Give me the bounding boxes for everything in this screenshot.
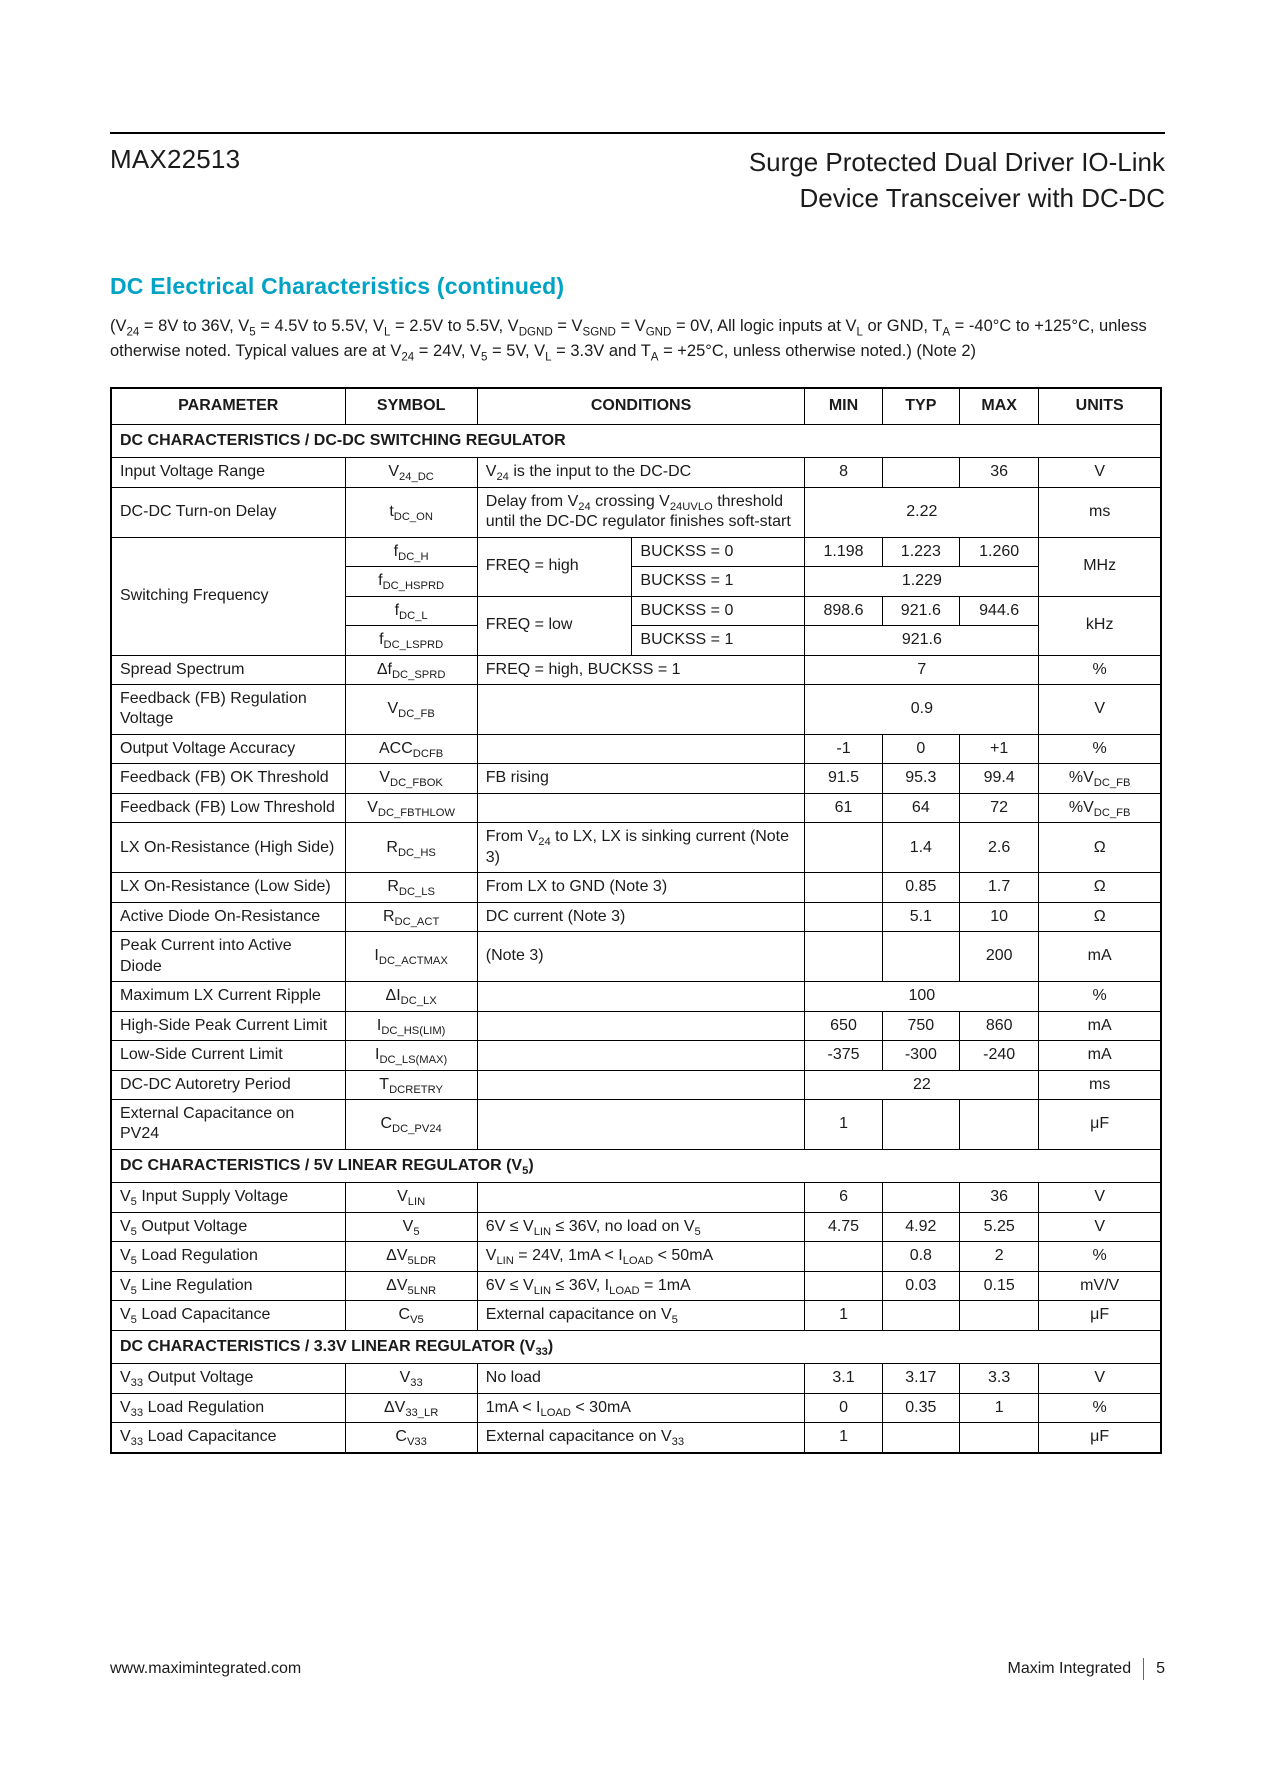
param-cell: $V_5$ Line Regulation — [111, 1271, 345, 1300]
row-maximum-lx-current-ripple — [111, 982, 1161, 1011]
typ-cell: 1.229 — [805, 567, 1039, 596]
typ-cell: 0.8 — [882, 1242, 959, 1271]
typ-cell: 0 — [882, 734, 959, 763]
min-cell: 4.75 — [805, 1212, 882, 1241]
col-header-units: UNITS — [1039, 388, 1161, 424]
param-cell: $V_5$ Output Voltage — [111, 1212, 345, 1241]
row-v5-load-regulation — [111, 1242, 1161, 1271]
typ-cell: 1.4 — [882, 823, 959, 873]
section-row-v33 — [111, 1330, 1161, 1363]
max-cell: 0.15 — [959, 1271, 1038, 1300]
param-cell: Active Diode On-Resistance — [111, 902, 345, 931]
min-cell: -375 — [805, 1041, 882, 1070]
typ-cell — [882, 458, 959, 487]
units-cell: % — [1039, 1242, 1161, 1271]
row-fb-regulation-voltage — [111, 684, 1161, 734]
symbol-cell: $\Delta V_{5LDR}$ — [345, 1242, 477, 1271]
row-fb-low-threshold — [111, 793, 1161, 822]
symbol-cell: $\Delta V_{33\_LR}$ — [345, 1393, 477, 1422]
typ-cell: 921.6 — [882, 596, 959, 625]
footer-brand: Maxim Integrated — [1007, 1660, 1132, 1677]
max-cell: 1.260 — [959, 537, 1038, 566]
row-v33-load-capacitance — [111, 1423, 1161, 1453]
row-dcdc-autoretry-period — [111, 1070, 1161, 1099]
units-cell: MHz — [1039, 537, 1161, 596]
min-cell — [805, 902, 882, 931]
units-cell: ms — [1039, 487, 1161, 537]
param-cell: $V_5$ Load Capacitance — [111, 1301, 345, 1330]
cond-cell: $V_{24}$ is the input to the DC-DC — [477, 458, 805, 487]
min-cell — [805, 1271, 882, 1300]
typ-cell — [882, 1183, 959, 1212]
subcond-cell: BUCKSS = 1 — [632, 626, 805, 655]
cond-cell: FB rising — [477, 764, 805, 793]
symbol-cell: $R_{DC\_ACT}$ — [345, 902, 477, 931]
units-cell: % — [1039, 734, 1161, 763]
max-cell: 72 — [959, 793, 1038, 822]
symbol-cell: $I_{DC\_HS(LIM)}$ — [345, 1011, 477, 1040]
symbol-cell: $V_{24\_DC}$ — [345, 458, 477, 487]
cond-cell — [477, 1011, 805, 1040]
max-cell: 10 — [959, 902, 1038, 931]
param-cell: Feedback (FB) Low Threshold — [111, 793, 345, 822]
typ-cell: 4.92 — [882, 1212, 959, 1241]
cond-cell — [477, 793, 805, 822]
symbol-cell: $f_{DC\_HSPRD}$ — [345, 567, 477, 596]
row-low-side-current-limit — [111, 1041, 1161, 1070]
param-cell: $V_{33}$ Output Voltage — [111, 1364, 345, 1393]
param-cell: Feedback (FB) Regulation Voltage — [111, 684, 345, 734]
footer-url[interactable]: www.maximintegrated.com — [110, 1660, 302, 1677]
param-cell: Feedback (FB) OK Threshold — [111, 764, 345, 793]
row-v5-output-voltage — [111, 1212, 1161, 1241]
min-cell: 1 — [805, 1301, 882, 1330]
typ-cell — [882, 1100, 959, 1150]
param-cell: Maximum LX Current Ripple — [111, 982, 345, 1011]
typ-cell — [882, 1301, 959, 1330]
row-v5-input-supply-voltage — [111, 1183, 1161, 1212]
row-peak-current-into-active-diode — [111, 932, 1161, 982]
symbol-cell: $\Delta I_{DC\_LX}$ — [345, 982, 477, 1011]
max-cell: 5.25 — [959, 1212, 1038, 1241]
max-cell: 1.7 — [959, 873, 1038, 902]
row-input-voltage-range — [111, 458, 1161, 487]
typ-cell — [882, 932, 959, 982]
col-header-symbol: SYMBOL — [345, 388, 477, 424]
row-active-diode-on-resistance — [111, 902, 1161, 931]
symbol-cell: $f_{DC\_LSPRD}$ — [345, 626, 477, 655]
symbol-cell: $V_{DC\_FB}$ — [345, 684, 477, 734]
units-cell: Ω — [1039, 823, 1161, 873]
min-cell — [805, 932, 882, 982]
symbol-cell: $\Delta V_{5LNR}$ — [345, 1271, 477, 1300]
cond-cell — [477, 1100, 805, 1150]
cond-cell: DC current (Note 3) — [477, 902, 805, 931]
min-cell: 61 — [805, 793, 882, 822]
row-external-capacitance-pv24 — [111, 1100, 1161, 1150]
cond-cell: $1mA < I_{LOAD} < 30mA$ — [477, 1393, 805, 1422]
row-high-side-peak-current-limit — [111, 1011, 1161, 1040]
typ-cell: 0.35 — [882, 1393, 959, 1422]
param-cell: Low-Side Current Limit — [111, 1041, 345, 1070]
min-cell: 6 — [805, 1183, 882, 1212]
max-cell: +1 — [959, 734, 1038, 763]
param-cell: $V_5$ Input Supply Voltage — [111, 1183, 345, 1212]
symbol-cell: $f_{DC\_H}$ — [345, 537, 477, 566]
row-output-voltage-accuracy — [111, 734, 1161, 763]
symbol-cell: $t_{DC\_ON}$ — [345, 487, 477, 537]
max-cell: 2.6 — [959, 823, 1038, 873]
max-cell: 944.6 — [959, 596, 1038, 625]
cond-cell: FREQ = low — [477, 596, 632, 655]
units-cell: μF — [1039, 1100, 1161, 1150]
footer-right — [1007, 1658, 1165, 1680]
param-cell: Output Voltage Accuracy — [111, 734, 345, 763]
typ-cell: 921.6 — [805, 626, 1039, 655]
symbol-cell: $C_{DC\_PV24}$ — [345, 1100, 477, 1150]
cond-cell: External capacitance on $V_{33}$ — [477, 1423, 805, 1453]
symbol-cell: $T_{DCRETRY}$ — [345, 1070, 477, 1099]
units-cell: mA — [1039, 1011, 1161, 1040]
section-cell: DC CHARACTERISTICS / DC-DC SWITCHING REGULATOR — [111, 424, 1161, 457]
part-number: MAX22513 — [110, 144, 241, 174]
min-cell: 91.5 — [805, 764, 882, 793]
units-cell: mA — [1039, 1041, 1161, 1070]
units-cell: μF — [1039, 1301, 1161, 1330]
max-cell — [959, 1423, 1038, 1453]
row-lx-on-resistance-low-side — [111, 873, 1161, 902]
doc-title — [749, 144, 1165, 217]
min-cell: 1.198 — [805, 537, 882, 566]
cond-cell — [477, 1041, 805, 1070]
symbol-cell: $\Delta f_{DC\_SPRD}$ — [345, 655, 477, 684]
typ-cell: 7 — [805, 655, 1039, 684]
row-v33-output-voltage — [111, 1364, 1161, 1393]
symbol-cell: $I_{DC\_ACTMAX}$ — [345, 932, 477, 982]
section-row-dcdc — [111, 424, 1161, 457]
units-cell: μF — [1039, 1423, 1161, 1453]
doc-footer — [110, 1658, 1165, 1680]
min-cell: -1 — [805, 734, 882, 763]
col-header-parameter: PARAMETER — [111, 388, 345, 424]
min-cell: 1 — [805, 1100, 882, 1150]
typ-cell: 0.03 — [882, 1271, 959, 1300]
cond-cell — [477, 1183, 805, 1212]
typ-cell: 2.22 — [805, 487, 1039, 537]
cond-cell — [477, 734, 805, 763]
row-dcdc-turn-on-delay — [111, 487, 1161, 537]
cond-cell: From LX to GND (Note 3) — [477, 873, 805, 902]
max-cell — [959, 1301, 1038, 1330]
max-cell — [959, 1100, 1038, 1150]
param-cell: External Capacitance on PV24 — [111, 1100, 345, 1150]
units-cell: V — [1039, 1212, 1161, 1241]
cond-cell: FREQ = high — [477, 537, 632, 596]
units-cell: Ω — [1039, 873, 1161, 902]
subcond-cell: BUCKSS = 0 — [632, 596, 805, 625]
typ-cell: 100 — [805, 982, 1039, 1011]
row-v33-load-regulation — [111, 1393, 1161, 1422]
param-cell: Peak Current into Active Diode — [111, 932, 345, 982]
min-cell: 650 — [805, 1011, 882, 1040]
units-cell: % — [1039, 1393, 1161, 1422]
cond-cell: $6V \le V_{LIN} \le 36V$, $I_{LOAD} = 1mA$ — [477, 1271, 805, 1300]
param-cell: $V_{33}$ Load Capacitance — [111, 1423, 345, 1453]
max-cell: 36 — [959, 1183, 1038, 1212]
symbol-cell: $f_{DC\_L}$ — [345, 596, 477, 625]
symbol-cell: $I_{DC\_LS(MAX)}$ — [345, 1041, 477, 1070]
max-cell: 2 — [959, 1242, 1038, 1271]
max-cell: 860 — [959, 1011, 1038, 1040]
units-cell: mV/V — [1039, 1271, 1161, 1300]
cond-cell: $V_{LIN} = 24V$, $1mA < I_{LOAD} < 50mA$ — [477, 1242, 805, 1271]
units-cell: % — [1039, 982, 1161, 1011]
symbol-cell: $C_{V33}$ — [345, 1423, 477, 1453]
typ-cell: 1.223 — [882, 537, 959, 566]
units-cell: V — [1039, 1364, 1161, 1393]
units-cell: $\%V_{DC\_FB}$ — [1039, 764, 1161, 793]
param-cell: High-Side Peak Current Limit — [111, 1011, 345, 1040]
typ-cell: 0.85 — [882, 873, 959, 902]
min-cell — [805, 823, 882, 873]
max-cell: 36 — [959, 458, 1038, 487]
max-cell: 200 — [959, 932, 1038, 982]
param-cell: Spread Spectrum — [111, 655, 345, 684]
doc-title-line1: Surge Protected Dual Driver IO-Link — [748, 147, 1165, 177]
typ-cell: 0.9 — [805, 684, 1039, 734]
param-cell: LX On-Resistance (High Side) — [111, 823, 345, 873]
max-cell: -240 — [959, 1041, 1038, 1070]
cond-cell: From $V_{24}$ to LX, LX is sinking current (Note 3) — [477, 823, 805, 873]
max-cell: 99.4 — [959, 764, 1038, 793]
typ-cell: 750 — [882, 1011, 959, 1040]
page-number: 5 — [1156, 1660, 1165, 1677]
cond-cell: No load — [477, 1364, 805, 1393]
subcond-cell: BUCKSS = 0 — [632, 537, 805, 566]
units-cell: $\%V_{DC\_FB}$ — [1039, 793, 1161, 822]
units-cell: % — [1039, 655, 1161, 684]
symbol-cell: $V_{LIN}$ — [345, 1183, 477, 1212]
doc-header — [110, 132, 1165, 217]
max-cell: 1 — [959, 1393, 1038, 1422]
typ-cell: 95.3 — [882, 764, 959, 793]
symbol-cell: $V_{DC\_FBOK}$ — [345, 764, 477, 793]
param-cell: DC-DC Turn-on Delay — [111, 487, 345, 537]
datasheet-page — [0, 132, 1275, 1454]
cond-cell: $6V \le V_{LIN} \le 36V$, no load on $V_5$ — [477, 1212, 805, 1241]
header-row — [110, 134, 1165, 217]
doc-title-line2: Device Transceiver with DC-DC — [799, 183, 1165, 214]
cond-cell: Delay from $V_{24}$ crossing $V_{24UVLO}$ threshold until the DC-DC regulator finishes soft-start — [477, 487, 805, 537]
section-heading: DC Electrical Characteristics (continued) — [110, 272, 565, 299]
units-cell: mA — [1039, 932, 1161, 982]
symbol-cell: $R_{DC\_LS}$ — [345, 873, 477, 902]
typ-cell — [882, 1423, 959, 1453]
row-v5-line-regulation — [111, 1271, 1161, 1300]
cond-cell: (Note 3) — [477, 932, 805, 982]
test-conditions-note: ($V_{24} = 8V$ to 36V, $V_5 = 4.5V$ to 5.5V, $V_L = 2.5V$ to 5.5V, $V_{DGND} = V_{SGND} = V_{GND} = 0V$, All logic inputs at $V_L$ or GND, $T_A = -40^\circ C$ to +125°C, unless otherwise noted. Typical values are at $V_{24} = 24V$, $V_5 = 5V$, $V_L = 3.3V$ and $T_A = +25^\circ C$, unless otherwise noted.) (Note 2) — [110, 316, 1147, 363]
symbol-cell: $V_5$ — [345, 1212, 477, 1241]
max-cell: 3.3 — [959, 1364, 1038, 1393]
min-cell: 0 — [805, 1393, 882, 1422]
param-cell: $V_5$ Load Regulation — [111, 1242, 345, 1271]
subcond-cell: BUCKSS = 1 — [632, 567, 805, 596]
min-cell: 1 — [805, 1423, 882, 1453]
units-cell: Ω — [1039, 902, 1161, 931]
min-cell: 3.1 — [805, 1364, 882, 1393]
row-fb-ok-threshold — [111, 764, 1161, 793]
typ-cell: 3.17 — [882, 1364, 959, 1393]
table-header-row — [111, 388, 1161, 424]
row-switching-frequency-high — [111, 537, 1161, 566]
units-cell: V — [1039, 1183, 1161, 1212]
param-cell: Switching Frequency — [111, 537, 345, 655]
symbol-cell: $R_{DC\_HS}$ — [345, 823, 477, 873]
symbol-cell: $V_{DC\_FBTHLOW}$ — [345, 793, 477, 822]
param-cell: DC-DC Autoretry Period — [111, 1070, 345, 1099]
col-header-conditions: CONDITIONS — [477, 388, 805, 424]
section-cell: DC CHARACTERISTICS / 3.3V LINEAR REGULATOR $(V_{33})$ — [111, 1330, 1161, 1363]
cond-cell: External capacitance on $V_5$ — [477, 1301, 805, 1330]
symbol-cell: $C_{V5}$ — [345, 1301, 477, 1330]
units-cell: V — [1039, 458, 1161, 487]
section-cell: DC CHARACTERISTICS / 5V LINEAR REGULATOR $(V_5)$ — [111, 1149, 1161, 1182]
symbol-cell: $ACC_{DCFB}$ — [345, 734, 477, 763]
col-header-min: MIN — [805, 388, 882, 424]
param-cell: Input Voltage Range — [111, 458, 345, 487]
row-v5-load-capacitance — [111, 1301, 1161, 1330]
param-cell: LX On-Resistance (Low Side) — [111, 873, 345, 902]
cond-cell — [477, 1070, 805, 1099]
cond-cell: FREQ = high, BUCKSS = 1 — [477, 655, 805, 684]
units-cell: kHz — [1039, 596, 1161, 655]
param-cell: $V_{33}$ Load Regulation — [111, 1393, 345, 1422]
units-cell: ms — [1039, 1070, 1161, 1099]
row-spread-spectrum — [111, 655, 1161, 684]
typ-cell: 64 — [882, 793, 959, 822]
section-row-v5 — [111, 1149, 1161, 1182]
units-cell: V — [1039, 684, 1161, 734]
typ-cell: -300 — [882, 1041, 959, 1070]
footer-divider — [1143, 1658, 1144, 1680]
min-cell: 898.6 — [805, 596, 882, 625]
cond-cell — [477, 982, 805, 1011]
symbol-cell: $V_{33}$ — [345, 1364, 477, 1393]
spec-table — [110, 387, 1162, 1453]
typ-cell: 5.1 — [882, 902, 959, 931]
typ-cell: 22 — [805, 1070, 1039, 1099]
col-header-max: MAX — [959, 388, 1038, 424]
col-header-typ: TYP — [882, 388, 959, 424]
row-lx-on-resistance-high-side — [111, 823, 1161, 873]
min-cell: 8 — [805, 458, 882, 487]
cond-cell — [477, 684, 805, 734]
min-cell — [805, 873, 882, 902]
min-cell — [805, 1242, 882, 1271]
